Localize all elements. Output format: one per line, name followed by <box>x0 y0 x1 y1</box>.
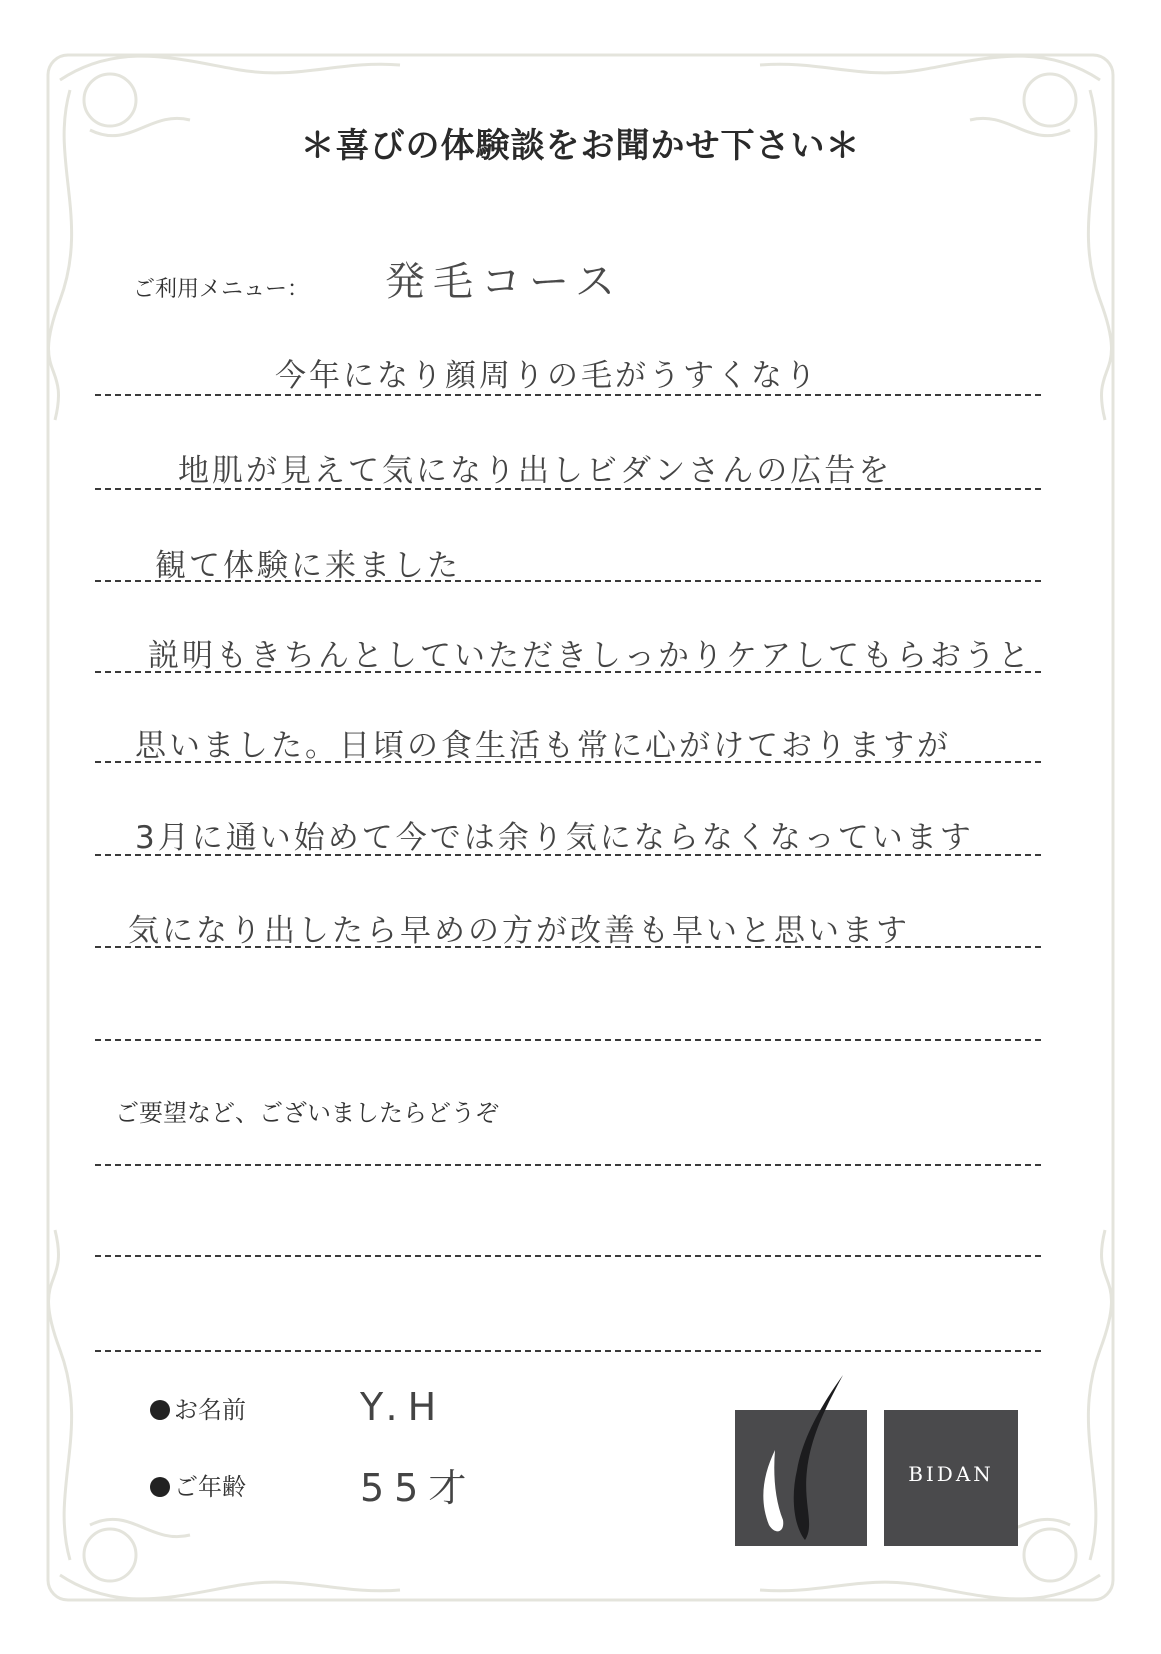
age-label: ご年齢 <box>150 1467 246 1502</box>
body-line-2: 地肌が見えて気になり出しビダンさんの広告を <box>178 453 893 489</box>
ruled-line <box>95 946 1041 948</box>
menu-label: ご利用メニュー： <box>133 277 310 302</box>
ruled-line <box>95 1039 1041 1041</box>
name-value: Y.H <box>360 1385 447 1429</box>
ruled-line <box>95 1164 1041 1166</box>
hair-logo-icon <box>735 1375 875 1555</box>
body-line-4: 説明もきちんとしていただきしっかりケアしてもらおうと <box>148 638 1032 674</box>
ruled-line <box>95 761 1041 763</box>
body-line-5: 思いました。日頃の食生活も常に心がけておりますが <box>135 728 951 764</box>
request-label: ご要望など、ございましたらどうぞ <box>115 1099 499 1127</box>
form-title: ＊喜びの体験談をお聞かせ下さい＊ <box>300 126 861 166</box>
body-line-6: 3月に通い始めて今では余り気にならなくなっています <box>135 820 974 856</box>
ruled-line <box>95 488 1041 490</box>
ruled-line <box>95 1350 1041 1352</box>
body-line-3: 観て体験に来ました <box>155 548 461 584</box>
menu-value: 発毛コース <box>385 259 623 305</box>
ruled-line <box>95 854 1041 856</box>
body-line-7: 気になり出したら早めの方が改善も早いと思います <box>128 913 910 949</box>
ruled-line <box>95 671 1041 673</box>
ruled-line <box>95 394 1041 396</box>
ruled-line <box>95 1255 1041 1257</box>
name-label: お名前 <box>150 1390 246 1425</box>
body-line-1: 今年になり顔周りの毛がうすくなり <box>275 358 819 394</box>
age-value: 55才 <box>360 1466 477 1510</box>
bullet-icon <box>150 1400 170 1420</box>
logo-text: BIDAN <box>908 1462 994 1486</box>
bullet-icon <box>150 1477 170 1497</box>
ruled-line <box>95 580 1041 582</box>
